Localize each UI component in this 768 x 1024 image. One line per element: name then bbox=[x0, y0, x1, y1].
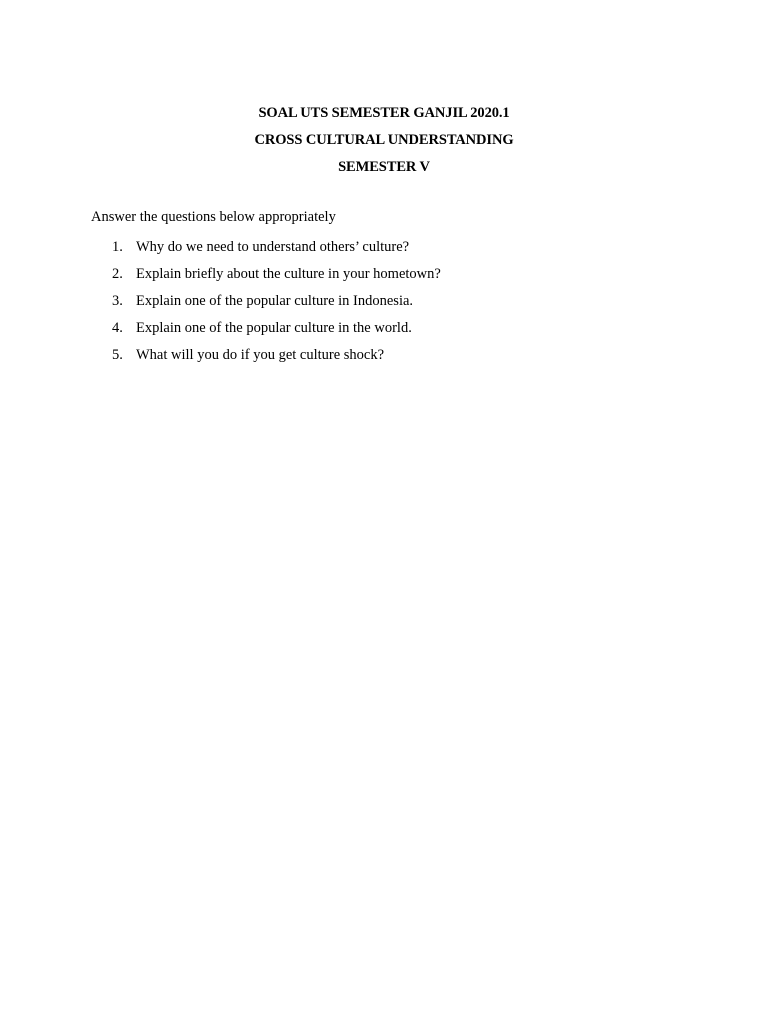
question-text: What will you do if you get culture shock? bbox=[136, 347, 385, 363]
question-number: 2. bbox=[112, 266, 123, 282]
question-text: Why do we need to understand others’ culture? bbox=[136, 239, 410, 255]
document-header bbox=[0, 100, 768, 181]
question-number: 1. bbox=[112, 239, 123, 255]
course-title: CROSS CULTURAL UNDERSTANDING bbox=[254, 132, 514, 148]
question-text: Explain one of the popular culture in the world. bbox=[136, 320, 412, 336]
instruction-text: Answer the questions below appropriately bbox=[91, 209, 336, 225]
semester-label: SEMESTER V bbox=[338, 159, 430, 175]
exam-title: SOAL UTS SEMESTER GANJIL 2020.1 bbox=[258, 105, 510, 121]
question-text: Explain briefly about the culture in your hometown? bbox=[136, 266, 441, 282]
question-number: 3. bbox=[112, 293, 123, 309]
question-text: Explain one of the popular culture in Indonesia. bbox=[136, 293, 414, 309]
question-number: 5. bbox=[112, 347, 123, 363]
question-number: 4. bbox=[112, 320, 123, 336]
